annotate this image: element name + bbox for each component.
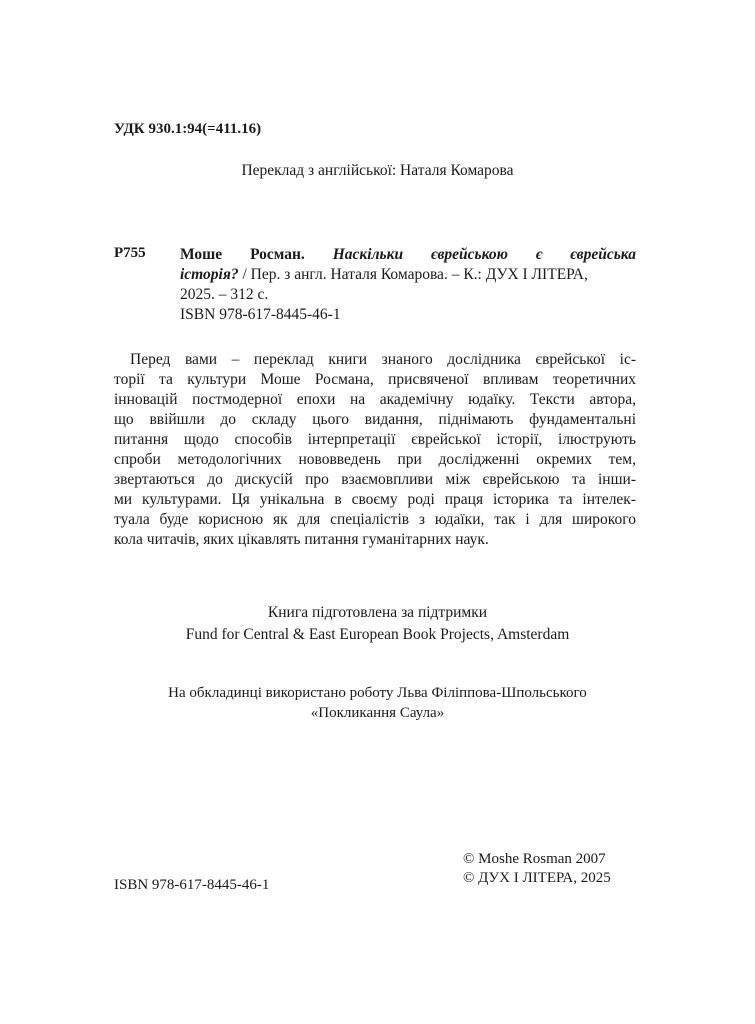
annotation-paragraph	[114, 350, 636, 550]
copyright-block	[463, 850, 611, 888]
udk-code: УДК 930.1:94(=411.16)	[114, 121, 262, 137]
annotation-line: туала буде корисною як для спеціалістів з юдаїки, так і для широкого	[114, 511, 636, 528]
annotation-line: спроби методологічних нововведень при дослідженні окремих тем,	[114, 451, 636, 468]
biblio-title-part2: історія?	[180, 266, 239, 283]
annotation-line: кола читачів, яких цікавлять питання гуманітарних наук.	[114, 531, 489, 548]
support-line-1: Книга підготовлена за підтримки	[267, 604, 488, 621]
support-note	[0, 602, 755, 646]
annotation-line: торії та культури Моше Росмана, присвяченої впливам теоретичних	[114, 371, 636, 388]
translator-line: Переклад з англійської: Наталя Комарова	[241, 162, 514, 179]
annotation-line: питання щодо способів інтерпретації єврейської історії, ілюструють	[114, 431, 636, 448]
biblio-isbn: ISBN 978-617-8445-46-1	[180, 306, 341, 323]
annotation-line: що ввійшли до складу цього видання, піднімають фундаментальні	[114, 411, 636, 428]
biblio-line-1	[180, 245, 636, 265]
annotation-line: ми культурами. Ця унікальна в своєму роді праця історика та інтелек-	[114, 491, 636, 508]
cover-line-2: «Покликання Саула»	[310, 705, 445, 721]
biblio-line-2	[180, 265, 636, 285]
cover-note	[0, 683, 755, 723]
bibliographic-record	[180, 245, 636, 325]
biblio-author: Моше Росман.	[180, 246, 305, 263]
catalog-code: Р755	[114, 245, 146, 261]
copyright-publisher: © ДУХ І ЛІТЕРА, 2025	[463, 870, 611, 886]
biblio-title-part1: Наскільки єврейською є єврейська	[332, 246, 636, 263]
copyright-author: © Moshe Rosman 2007	[463, 851, 606, 867]
cover-line-1: На обкладинці використано роботу Льва Філіппова-Шпольського	[168, 685, 587, 701]
biblio-publication: / Пер. з англ. Наталя Комарова. – К.: ДУХ І ЛІТЕРА,	[238, 266, 588, 283]
isbn-bottom: ISBN 978-617-8445-46-1	[114, 877, 270, 893]
annotation-line: Перед вами – переклад книги знаного дослідника єврейської іс-	[130, 351, 636, 368]
annotation-line: звертаються до дискусій про взаємовпливи між єврейською та інши-	[114, 471, 636, 488]
biblio-line-3: 2025. – 312 с.	[180, 286, 269, 303]
annotation-line: інновацій постмодерної епохи на академічну юдаїку. Тексти автора,	[114, 391, 636, 408]
support-line-2: Fund for Central & East European Book Projects, Amsterdam	[185, 626, 570, 643]
